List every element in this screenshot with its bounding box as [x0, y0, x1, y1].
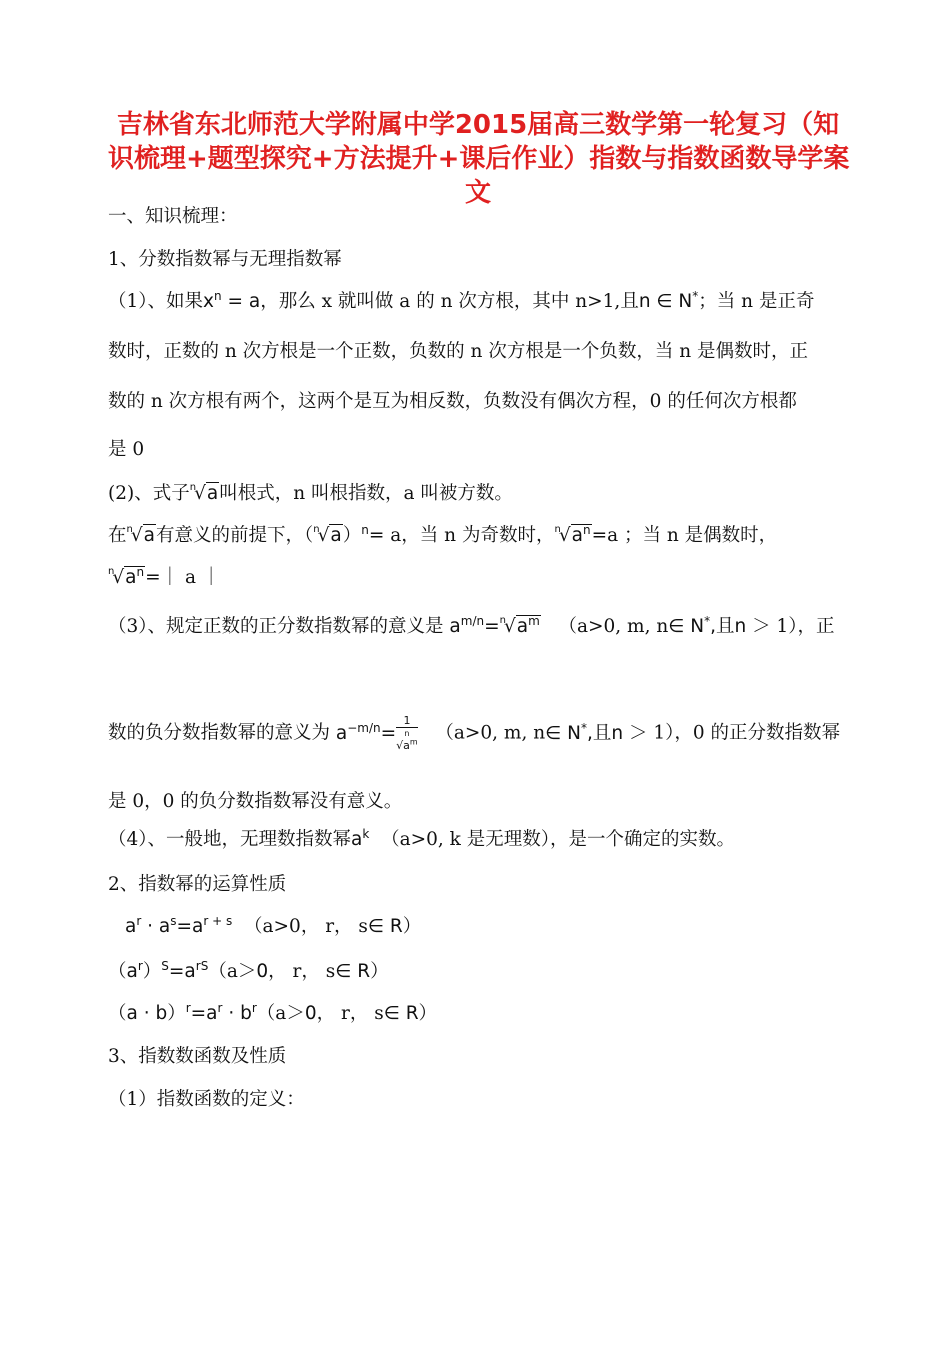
- title-line-2: 识梳理+题型探究+方法提升+课后作业）指数与指数函数导学案: [108, 144, 850, 174]
- p2-line-1: (2)、式子$^n$√a叫根式，n 叫根指数，a 叫被方数。: [108, 482, 513, 509]
- p1-line-4: 是 0: [108, 439, 145, 460]
- section-heading: 一、知识梳理：: [108, 206, 238, 227]
- formula-positive-fraction-exponent: $a^{m/n}=^n√a^m$: [449, 613, 540, 637]
- s2-heading: 2、指数幂的运算性质: [108, 874, 287, 895]
- p2-line-3: $^n√a^n=|$ a ｜: [108, 564, 221, 588]
- nth-root-a: $^n$√a: [189, 482, 219, 504]
- s3-heading: 3、指数数函数及性质: [108, 1046, 287, 1067]
- p4-line-1: （4）、一般地，无理数指数幂$a^k$ （a>0, k 是无理数），是一个确定的实数。: [108, 826, 735, 850]
- p3-line-1: （3）、规定正数的正分数指数幂的意义是 $a^{m/n}=^n√a^m$ （a>0, m, n∈ N*,且n ＞ 1），正: [108, 613, 835, 637]
- p1-line-2: 数时，正数的 n 次方根是一个正数，负数的 n 次方根是一个负数，当 n 是偶数时，正: [108, 341, 809, 362]
- rule-2: $(a^r)^S=a^{rS}(a>0$， r， s∈ R）: [108, 958, 389, 982]
- rule-3: $(a \cdot b)^r=a^r \cdot b^r(a>0$， r， s∈ R）: [108, 1000, 438, 1024]
- rule-1: $a^r \cdot a^s=a^{r + s}$ （a>0， r， s∈ R）: [125, 913, 422, 937]
- formula-a-k: $a^k$: [351, 826, 370, 850]
- formula-n-in-n-star: n ∈ N*: [638, 288, 699, 312]
- s1-heading: 1、分数指数幂与无理指数幂: [108, 249, 342, 270]
- formula-negative-fraction-exponent: $a^{-m/n}=$ 1 n $√a^m$: [335, 714, 418, 752]
- title-line-1: 吉林省东北师范大学附属中学2015届高三数学第一轮复习（知: [116, 110, 840, 140]
- p1-line-3: 数的 n 次方根有两个，这两个是互为相反数，负数没有偶次方程，0 的任何次方根都: [108, 391, 797, 412]
- title-line-3: 文: [464, 178, 491, 208]
- p3-line-2: 数的负分数指数幂的意义为 $a^{-m/n}=$ 1 n $√a^m$ （a>0, m, n∈ N*,且n ＞ 1），0 的正分数指数幂: [108, 714, 841, 752]
- p3-line-3: 是 0，0 的负分数指数幂没有意义。: [108, 791, 403, 812]
- p2-line-2: 在$^n$√a有意义的前提下，$(^n√a)^n= a$，当 n 为奇数时，$^n√a^n=a$ ；当 n 是偶数时，: [108, 522, 778, 546]
- formula-xn-eq-a: $x^n = a$: [203, 288, 261, 312]
- p1-line-1: （1）、如果$x^n = a$，那么 x 就叫做 a 的 n 次方根，其中 n>1,且n ∈ N*；当 n 是正奇: [108, 288, 815, 312]
- s3-subheading: （1）指数函数的定义：: [108, 1089, 305, 1110]
- document-title: [108, 108, 848, 210]
